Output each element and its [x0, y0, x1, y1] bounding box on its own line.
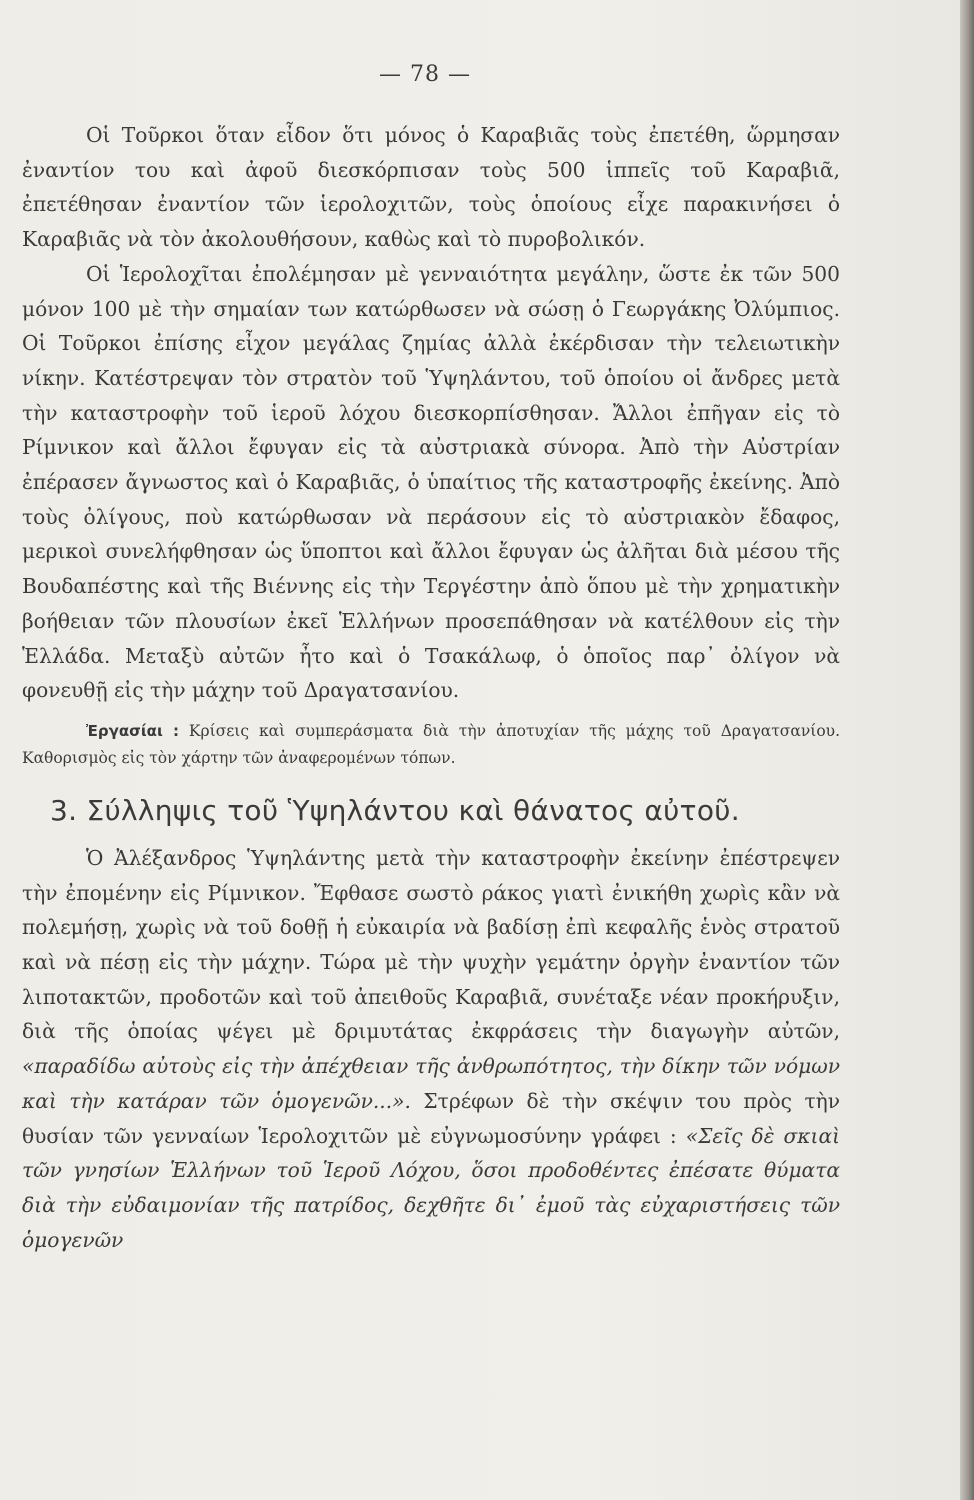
proclamation-quote: «παραδίδω αὐτοὺς εἰς τὴν ἀπέχθειαν τῆς ἀνθρωπότητος, τὴν δίκην τῶν νόμων καὶ τὴν κατάραν τῶν ὁμογενῶν...».: [22, 1054, 840, 1113]
paragraph-1: Οἱ Τοῦρκοι ὅταν εἶδον ὅτι μόνος ὁ Καραβιᾶς τοὺς ἐπετέθη, ὥρμησαν ἐναντίον του καὶ ἀφοῦ διεσκόρπισαν τοὺς 500 ἱππεῖς τοῦ Καραβιᾶ, ἐπετέθησαν ἐναντίον τῶν ἱερολοχιτῶν, τοὺς ὁποίους εἶχε παρακινήσει ὁ Καραβιᾶς νὰ τὸν ἀκολουθήσουν, καθὼς καὶ τὸ πυροβολικόν.: [22, 123, 840, 252]
tribute-quote: «Σεῖς δὲ σκιαὶ τῶν γνησίων Ἑλλήνων τοῦ Ἱεροῦ Λόχου, ὅσοι προδοθέντες ἐπέσατε θύματα διὰ τὴν εὐδαιμονίαν τῆς πατρίδος, δεχθῆτε δι᾽ ἐμοῦ τὰς εὐχαριστήσεις τῶν ὁμογενῶν: [22, 1123, 840, 1252]
page-edge-shadow: [960, 0, 974, 1500]
page-body: [22, 118, 840, 1257]
section-heading: 3. Σύλληψις τοῦ Ὑψηλάντου καὶ θάνατος αὐτοῦ.: [50, 793, 740, 827]
exercises-note: [22, 718, 840, 772]
page-number: — 78 —: [379, 62, 471, 87]
exercises-label: Ἐργασίαι :: [86, 721, 180, 740]
paragraph-3-part-a: Ὁ Ἀλέξανδρος Ὑψηλάντης μετὰ τὴν καταστροφὴν ἐκείνην ἐπέστρεψεν τὴν ἐπομένην εἰς Ρίμνικον. Ἔφθασε σωστὸ ράκος γιατὶ ἐνικήθη χωρὶς κἂν νὰ πολεμήσῃ, χωρὶς νὰ τοῦ δοθῇ ἡ εὐκαιρία νὰ βαδίσῃ ἐπὶ κεφαλῆς ἑνὸς στρατοῦ καὶ νὰ πέσῃ εἰς τὴν μάχην. Τώρα μὲ τὴν ψυχὴν γεμάτην ὀργὴν ἐναντίον τῶν λιποτακτῶν, προδοτῶν καὶ τοῦ ἀπειθοῦς Καραβιᾶ, συνέταξε νέαν προκήρυξιν, διὰ τῆς ὁποίας ψέγει μὲ δριμυτάτας ἐκφράσεις τὴν διαγωγὴν αὐτῶν,: [22, 845, 840, 1044]
paragraph-2: Οἱ Ἱερολοχῖται ἐπολέμησαν μὲ γενναιότητα μεγάλην, ὥστε ἐκ τῶν 500 μόνον 100 μὲ τὴν σημαίαν των κατώρθωσεν νὰ σώσῃ ὁ Γεωργάκης Ὀλύμπιος. Οἱ Τοῦρκοι ἐπίσης εἶχον μεγάλας ζημίας ἀλλὰ ἐκέρδισαν τὴν τελειωτικὴν νίκην. Κατέστρεψαν τὸν στρατὸν τοῦ Ὑψηλάντου, τοῦ ὁποίου οἱ ἄνδρες μετὰ τὴν καταστροφὴν τοῦ ἱεροῦ λόχου διεσκορπίσθησαν. Ἄλλοι ἐπῆγαν εἰς τὸ Ρίμνικον καὶ ἄλλοι ἔφυγαν εἰς τὰ αὐστριακὰ σύνορα. Ἀπὸ τὴν Αὐστρίαν ἐπέρασεν ἄγνωστος καὶ ὁ Καραβιᾶς, ὁ ὑπαίτιος τῆς καταστροφῆς ἐκείνης. Ἀπὸ τοὺς ὀλίγους, ποὺ κατώρθωσαν νὰ περάσουν εἰς τὸ αὐστριακὸν ἔδαφος, μερικοὶ συνελήφθησαν ὡς ὕποπτοι καὶ ἄλλοι ἔφυγαν ὡς ἀλῆται διὰ μέσου τῆς Βουδαπέστης καὶ τῆς Βιέννης εἰς τὴν Τεργέστην ἀπὸ ὅπου μὲ τὴν χρηματικὴν βοήθειαν τῶν πλουσίων ἐκεῖ Ἑλλήνων προσεπάθησαν νὰ κατέλθουν εἰς τὴν Ἑλλάδα. Μεταξὺ αὐτῶν ἦτο καὶ ὁ Τσακάλωφ, ὁ ὁποῖος παρ᾽ ὀλίγον νὰ φονευθῇ εἰς τὴν μάχην τοῦ Δραγατσανίου.: [22, 261, 840, 703]
paragraph-3-part-b: Στρέφων δὲ τὴν σκέψιν του πρὸς τὴν θυσίαν τῶν γενναίων Ἱερολοχιτῶν μὲ εὐγνωμοσύνην γράφει :: [22, 1088, 840, 1148]
paragraph-3: [22, 841, 840, 1257]
exercises-text: Κρίσεις καὶ συμπεράσματα διὰ τὴν ἀποτυχίαν τῆς μάχης τοῦ Δραγατσανίου. Καθορισμὸς εἰς τὸν χάρτην τῶν ἀναφερομένων τόπων.: [22, 721, 840, 767]
